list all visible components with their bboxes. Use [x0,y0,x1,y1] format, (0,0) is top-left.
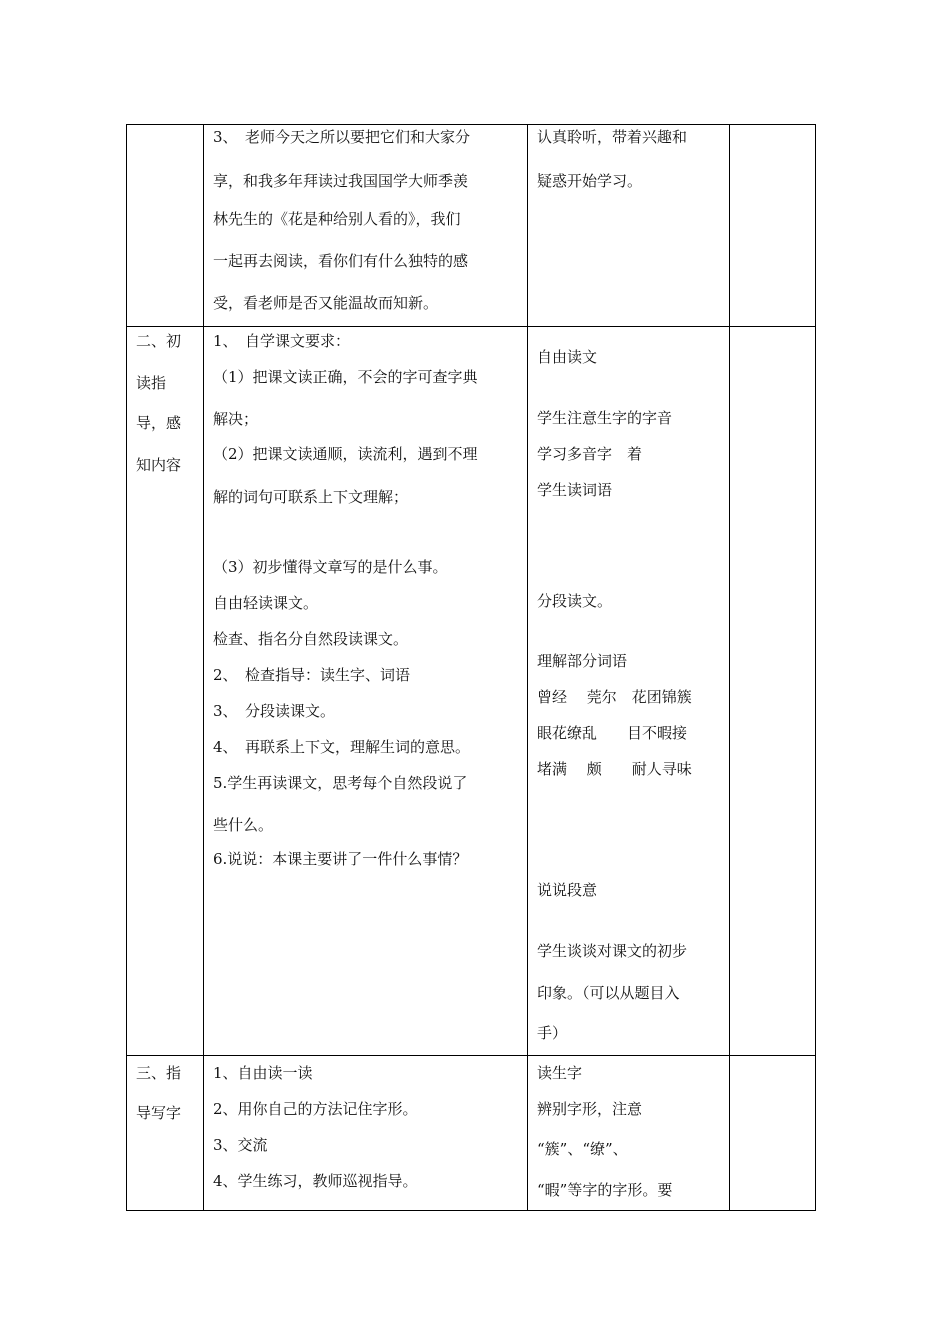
cell-text-line: 3、 分段读课文。 [213,702,336,720]
cell-text-line: 4、 再联系上下文，理解生词的意思。 [213,738,471,756]
cell-text-line: 认真聆听，带着兴趣和 [537,128,688,146]
table-border-right [815,124,816,1211]
section-title-line: 读指 [136,374,167,392]
row-divider [126,326,816,327]
cell-text-line: 说说段意 [537,881,598,899]
cell-text-line: 手） [537,1024,568,1042]
cell-text-line: （1）把课文读正确，不会的字可查字典 [213,368,478,386]
table-border-bottom [126,1210,816,1211]
table-border-left [126,124,127,1211]
cell-text-line: 解决； [213,410,259,428]
cell-text-line: 2、用你自己的方法记住字形。 [213,1100,418,1118]
section-title-line: 导，感 [136,414,182,432]
cell-text-line: “暇”等字的字形。要 [537,1181,673,1199]
cell-text-line: 眼花缭乱 目不暇接 [537,724,688,742]
cell-text-line: 6.说说：本课主要讲了一件什么事情？ [213,850,468,868]
cell-text-line: 辨别字形，注意 [537,1100,643,1118]
cell-text-line: 自由轻读课文。 [213,594,319,612]
cell-text-line: 印象。（可以从题目入 [537,984,680,1002]
cell-text-line: “簇”、“缭”、 [537,1140,628,1158]
cell-text-line: 读生字 [537,1064,583,1082]
cell-text-line: 自由读文 [537,348,598,366]
cell-text-line: （2）把课文读通顺，读流利，遇到不理 [213,445,478,463]
cell-text-line: 些什么。 [213,816,274,834]
cell-text-line: 曾经 莞尔 花团锦簇 [537,688,692,706]
cell-text-line: 学习多音字 着 [537,445,643,463]
cell-text-line: 3、 老师今天之所以要把它们和大家分 [213,128,471,146]
cell-text-line: 理解部分词语 [537,652,628,670]
cell-text-line: 堵满 颇 耐人寻味 [537,760,692,778]
column-divider [203,124,204,1211]
section-title-line: 三、指 [136,1064,182,1082]
cell-text-line: 检查、指名分自然段读课文。 [213,630,409,648]
cell-text-line: 受，看老师是否又能温故而知新。 [213,294,439,312]
cell-text-line: 一起再去阅读，看你们有什么独特的感 [213,252,469,270]
cell-text-line: 疑惑开始学习。 [537,172,643,190]
cell-text-line: （3）初步懂得文章写的是什么事。 [213,558,448,576]
cell-text-line: 5.学生再读课文，思考每个自然段说了 [213,774,468,792]
cell-text-line: 林先生的《花是种给别人看的》，我们 [213,210,461,228]
cell-text-line: 3、交流 [213,1136,268,1154]
cell-text-line: 解的词句可联系上下文理解； [213,488,409,506]
cell-text-line: 学生读词语 [537,481,613,499]
table-border-top [126,124,816,125]
section-title-line: 导写字 [136,1104,182,1122]
column-divider [729,124,730,1211]
cell-text-line: 学生注意生字的字音 [537,409,673,427]
row-divider [126,1055,816,1056]
cell-text-line: 分段读文。 [537,592,613,610]
column-divider [527,124,528,1211]
cell-text-line: 4、学生练习，教师巡视指导。 [213,1172,418,1190]
cell-text-line: 1、 自学课文要求： [213,332,351,350]
section-title-line: 知内容 [136,456,182,474]
cell-text-line: 1、自由读一读 [213,1064,313,1082]
section-title-line: 二、初 [136,332,182,350]
cell-text-line: 享，和我多年拜读过我国国学大师季羡 [213,172,469,190]
cell-text-line: 2、 检查指导：读生字、词语 [213,666,411,684]
cell-text-line: 学生谈谈对课文的初步 [537,942,688,960]
